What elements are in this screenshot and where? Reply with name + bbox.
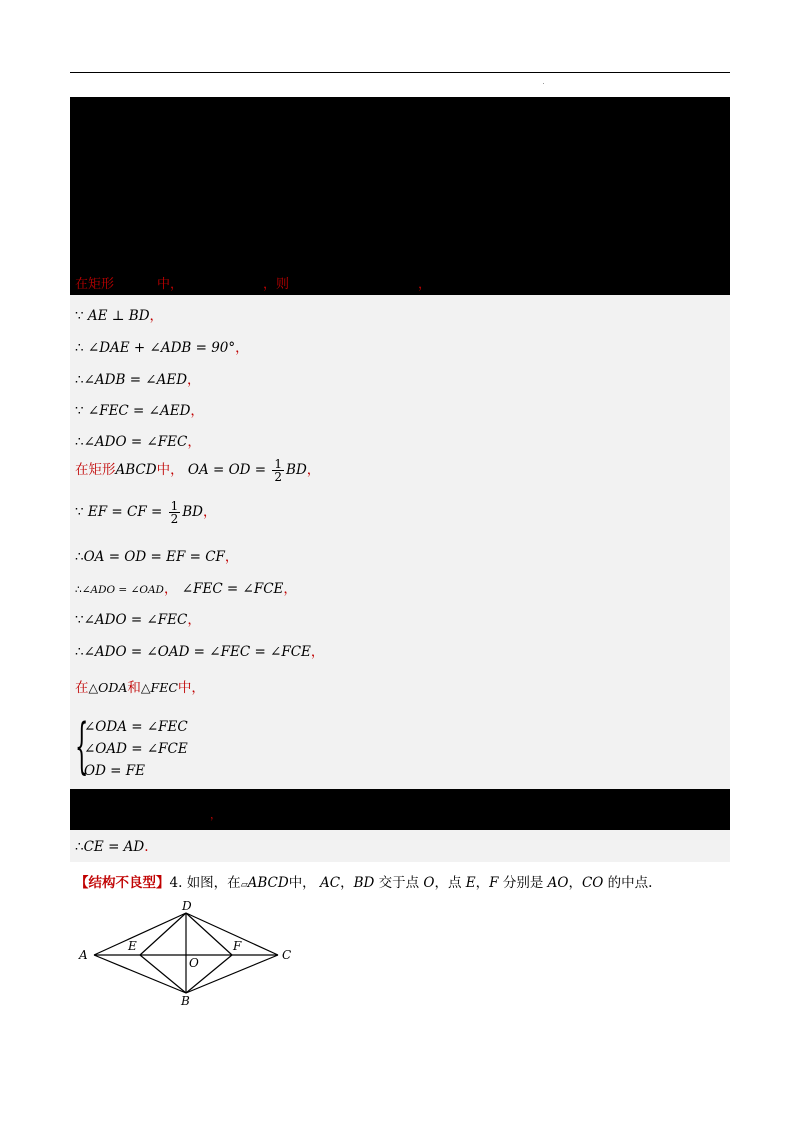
proof-line-angles: [75, 577, 297, 597]
q-text: ，点: [434, 875, 462, 891]
symbol: ∵: [75, 308, 84, 324]
punct: ，: [190, 403, 204, 419]
redaction-box-top: [70, 97, 730, 295]
q-text: 中，: [288, 875, 316, 891]
punct: .: [144, 839, 149, 855]
proof-line-eq: [75, 545, 238, 565]
q-text: 分别是: [502, 875, 544, 891]
proof-line-triangles: [75, 676, 205, 696]
text: 在: [75, 680, 89, 696]
math-expr: BD: [286, 462, 307, 478]
proof-line-5: [75, 430, 201, 450]
label-F: F: [233, 939, 242, 953]
question-4: [75, 871, 652, 891]
denominator: 2: [170, 512, 179, 526]
symbol: ∵: [75, 504, 84, 520]
math-expr: ∠FEC = ∠FCE: [181, 581, 284, 597]
math-expr: ∠ADB = ∠AED: [83, 372, 188, 388]
numerator: 1: [170, 499, 179, 513]
system-rows: [84, 716, 188, 782]
parallelogram-icon: ▱: [240, 880, 248, 890]
punct: ，: [224, 549, 239, 565]
math-expr: ∠DAE + ∠ADB = 90°: [87, 340, 236, 356]
proof-line-chain: [75, 640, 324, 660]
label-D: D: [182, 899, 192, 913]
punct: ，: [187, 434, 201, 450]
symbol: ∴: [75, 372, 84, 388]
q-math: BD: [353, 875, 375, 891]
punct: ，: [163, 581, 178, 597]
label-E: E: [128, 939, 137, 953]
partial-text-2: 中，: [157, 277, 184, 292]
system-row-1: ∠ODA = ∠FEC: [84, 719, 188, 735]
proof-line-1: [75, 304, 163, 324]
label-C: C: [282, 948, 292, 962]
math-expr-small: ∠ADO = ∠OAD: [81, 584, 164, 596]
symbol: ∴: [75, 549, 84, 565]
triangle-fec: △FEC: [140, 680, 178, 695]
question-number: 4.: [169, 875, 183, 891]
math-expr: AE ⊥ BD: [87, 308, 150, 324]
segment-EB: [140, 955, 186, 993]
label-O: O: [189, 956, 199, 970]
symbol: ∵: [75, 612, 84, 628]
segment-FD: [186, 913, 232, 955]
denominator: 2: [274, 470, 283, 484]
proof-line-3: [75, 368, 201, 388]
header-rule: [70, 72, 730, 73]
math-expr: EF = CF =: [87, 504, 163, 520]
left-brace: {: [75, 711, 89, 781]
q-math: ABCD: [247, 875, 289, 891]
symbol: ∴: [75, 434, 84, 450]
conclusion-panel: [70, 830, 730, 862]
proof-line-2: [75, 336, 249, 356]
punct: ，: [283, 581, 297, 597]
punct: ，: [187, 372, 201, 388]
math-expr: OA = OD =: [187, 462, 267, 478]
proof-line-ef: [75, 500, 217, 525]
punct: ，: [149, 308, 164, 324]
header-dot: [543, 83, 544, 84]
text: 在矩形: [75, 462, 116, 478]
proof-line-given: [75, 608, 201, 628]
label-A: A: [79, 948, 88, 962]
q-math: AO: [547, 875, 569, 891]
fraction: [169, 500, 181, 525]
q-math: CO: [581, 875, 604, 891]
q-text: ，: [340, 875, 354, 891]
symbol: ∴: [75, 340, 84, 356]
q-math: AC: [319, 875, 341, 891]
math-expr: ∠ADO = ∠OAD = ∠FEC = ∠FCE: [83, 644, 311, 660]
text: 中，: [156, 462, 184, 478]
triangle-odа: △ODA: [88, 680, 128, 695]
q-math: O: [423, 875, 435, 891]
q-text: 的中点.: [607, 875, 653, 891]
symbol: ∴: [75, 644, 84, 660]
q-math: E: [465, 875, 476, 891]
punct: ，: [310, 644, 325, 660]
math-expr: BD: [182, 504, 203, 520]
numerator: 1: [274, 457, 283, 471]
math-expr: OA = OD = EF = CF: [83, 549, 225, 565]
punct: ，: [203, 504, 217, 520]
redaction-box-middle: [70, 789, 730, 830]
math-expr: ∠ADO = ∠FEC: [83, 434, 188, 450]
system-row-2: ∠OAD = ∠FCE: [84, 741, 188, 757]
fraction: [272, 458, 284, 483]
q-text: 交于点: [378, 875, 420, 891]
geometry-diagram: [70, 895, 310, 1015]
proof-line-conclusion: [75, 839, 149, 855]
punct: ，: [187, 612, 201, 628]
segment-CB: [186, 955, 278, 993]
segment-BA: [94, 955, 186, 993]
label-B: B: [181, 994, 190, 1008]
symbol: ∴: [75, 839, 84, 855]
partial-text-1: 在矩形: [75, 277, 115, 292]
symbol: ∴: [75, 584, 82, 596]
partial-text-3: ，则: [263, 277, 290, 292]
punct: ，: [235, 340, 249, 356]
proof-line-4: [75, 399, 204, 419]
math-expr: CE = AD: [83, 839, 145, 855]
text: 中，: [177, 680, 205, 696]
q-text: ，: [475, 875, 490, 891]
q-text: 如图，在: [186, 875, 241, 891]
math-name: ABCD: [115, 462, 157, 478]
q-math: F: [489, 875, 499, 891]
segment-DC: [186, 913, 278, 955]
question-tag: 【结构不良型】: [75, 875, 170, 891]
q-text: ，: [568, 875, 582, 891]
segment-ED: [140, 913, 186, 955]
punct: ，: [306, 462, 321, 478]
segment-AD: [94, 913, 186, 955]
partial-text-4: ，: [418, 277, 432, 292]
system-row-3: OD = FE: [84, 763, 146, 779]
symbol: ∵: [75, 403, 84, 419]
math-expr: ∠ADO = ∠FEC: [83, 612, 188, 628]
proof-line-rect: [75, 458, 320, 483]
text: 和: [127, 680, 141, 696]
math-expr: ∠FEC = ∠AED: [87, 403, 191, 419]
box2-mark: ，: [210, 808, 221, 821]
